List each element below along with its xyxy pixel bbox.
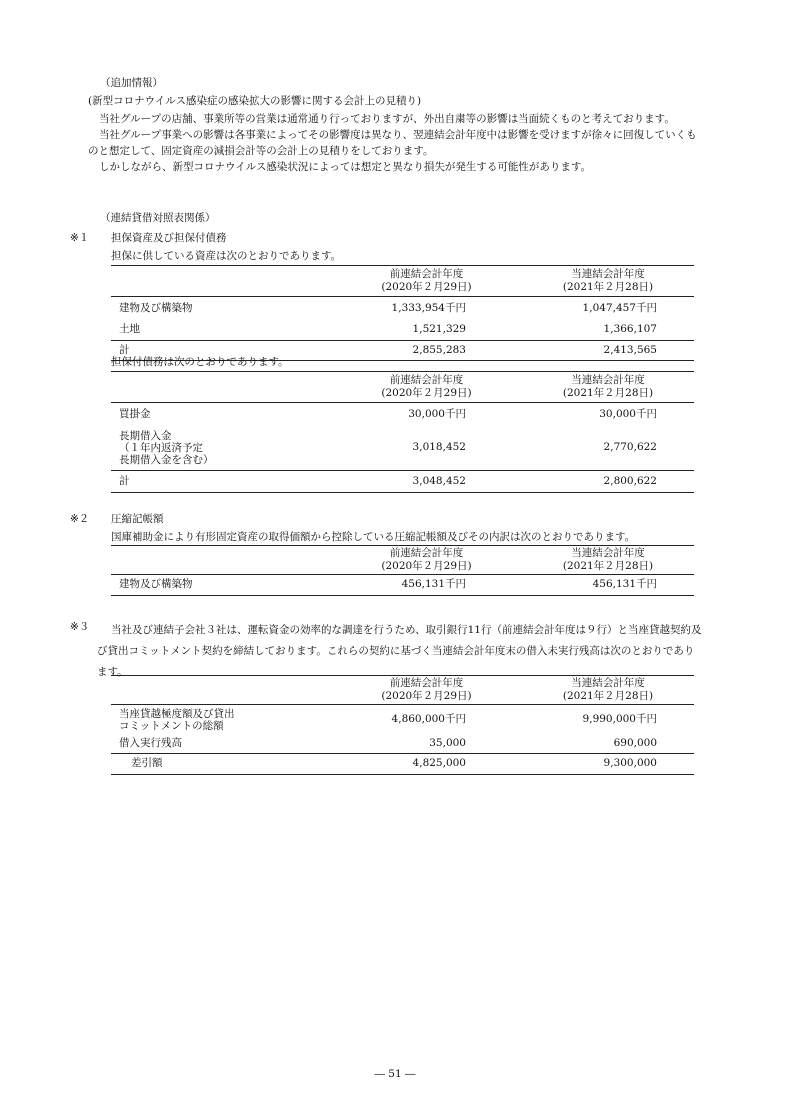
secured-debts-table	[111, 371, 694, 493]
note2-intro: 国庫補助金により有形固定資産の取得価額から控除している圧縮記帳額及びその内訳は次のとおりであります。	[111, 531, 636, 543]
page-number: ― 51 ―	[374, 1068, 416, 1080]
paragraph: 当社グループの店舗、事業所等の営業は通常通り行っておりますが、外出自粛等の影響は当面続くものと考えております。	[99, 113, 675, 125]
table-row: 買掛金 30,000千円 30,000千円	[119, 407, 657, 420]
credit-facility-table	[111, 675, 694, 775]
col-header-prev: 前連結会計年度 (2020年２月29日)	[331, 372, 522, 403]
table-row: 長期借入金 （１年内返済予定 長期借入金を含む） 3,018,452 2,770,622	[119, 430, 657, 466]
pledged-assets-table	[111, 265, 694, 361]
col-header-curr: 当連結会計年度 (2021年２月28日)	[522, 546, 694, 575]
col-header-curr: 当連結会計年度 (2021年２月28日)	[522, 266, 694, 297]
note1-mark: ※１	[70, 232, 90, 244]
additional-info-heading: （追加情報）	[100, 77, 163, 89]
col-header-prev: 前連結会計年度 (2020年２月29日)	[331, 546, 522, 575]
table-header-row	[111, 266, 694, 297]
col-header-curr: 当連結会計年度 (2021年２月28日)	[522, 676, 694, 705]
table-row: 建物及び構築物 1,333,954千円 1,047,457千円	[119, 301, 657, 314]
note3-text: 当社及び連結子会社３社は、運転資金の効率的な調達を行うため、取引銀行11行（前連結会計年度は９行）と当座貸越契約及び貸出コミットメント契約を締結しております。これらの契約に基づく当連結会計年度末の借入未実行残高は次のとおりであります。	[97, 624, 702, 678]
note1-assets-intro: 担保に供している資産は次のとおりであります。	[111, 250, 342, 262]
table-total-row: 差引額 4,825,000 9,300,000	[111, 754, 694, 775]
note3-mark: ※３	[70, 621, 90, 633]
col-header-prev: 前連結会計年度 (2020年２月29日)	[331, 676, 522, 705]
col-header-curr: 当連結会計年度 (2021年２月28日)	[522, 372, 694, 403]
additional-info-subheading: (新型コロナウイルス感染症の感染拡大の影響に関する会計上の見積り)	[88, 95, 422, 107]
note2-mark: ※２	[70, 513, 90, 525]
table-row: 借入実行残高 35,000 690,000	[119, 737, 657, 750]
table-row: 建物及び構築物 456,131千円 456,131千円	[111, 575, 694, 596]
table-header-row	[111, 546, 694, 575]
additional-info-body	[88, 111, 704, 175]
paragraph: しかしながら、新型コロナウイルス感染状況によっては想定と異なり損失が発生する可能性があります。	[99, 161, 592, 173]
table-total-row: 計 2,855,283 2,413,565	[111, 341, 694, 361]
paragraph: 当社グループ事業への影響は各事業によってその影響度は異なり、翌連結会計年度中は影響を受けますが徐々に回復していくものと想定して、固定資産の減損会計等の会計上の見積りをしております。	[88, 129, 697, 157]
table-total-row: 計 3,048,452 2,800,622	[111, 471, 694, 493]
col-header-prev: 前連結会計年度 (2020年２月29日)	[331, 266, 522, 297]
reduction-entry-table	[111, 545, 694, 596]
table-row: 当座貸越極度額及び貸出 コミットメントの総額 4,860,000千円 9,990,000千円	[119, 708, 657, 732]
table-row: 土地 1,521,329 1,366,107	[119, 323, 657, 336]
note2-title: 圧縮記帳額	[111, 513, 164, 525]
balance-sheet-heading: （連結貸借対照表関係）	[100, 212, 216, 224]
note1-title: 担保資産及び担保付債務	[111, 232, 227, 244]
table-header-row	[111, 372, 694, 403]
table-header-row	[111, 676, 694, 705]
note1-debts-intro: 担保付債務は次のとおりであります。	[111, 356, 289, 368]
